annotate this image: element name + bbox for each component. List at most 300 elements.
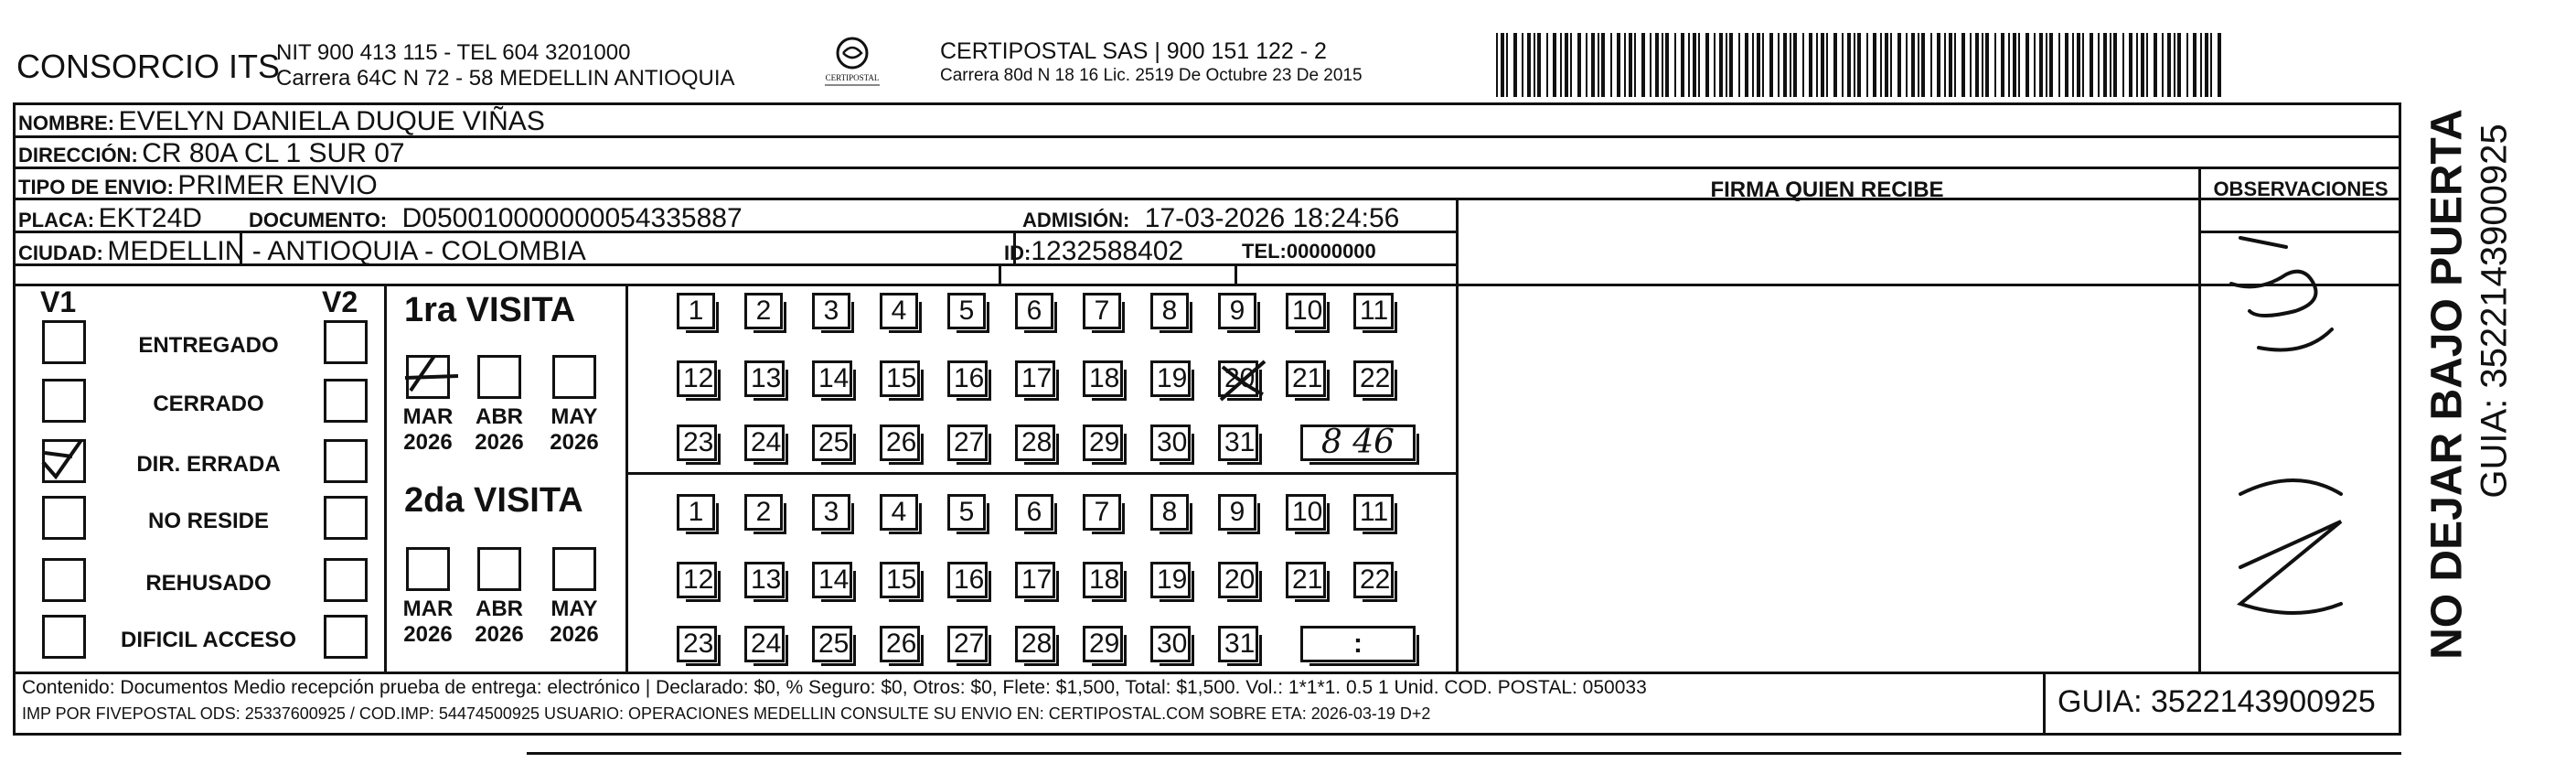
day-number: 17 — [1021, 363, 1053, 393]
carrier-line1: CERTIPOSTAL SAS | 900 151 122 - 2 — [940, 38, 1327, 64]
barcode-bar — [1847, 33, 1851, 97]
day-number: 21 — [1292, 564, 1323, 595]
day-box[interactable] — [947, 494, 986, 531]
city-value: MEDELLIN - ANTIOQUIA - COLOMBIA — [107, 236, 586, 266]
day-number: 16 — [954, 363, 985, 393]
day-box[interactable] — [947, 360, 988, 397]
barcode-bar — [2193, 33, 2197, 97]
address-row — [18, 138, 405, 169]
day-number: 29 — [1089, 427, 1120, 457]
day-number: 10 — [1292, 296, 1323, 326]
day-box[interactable] — [880, 424, 920, 461]
barcode-bar — [2210, 33, 2212, 97]
id-label: ID: — [1004, 242, 1031, 264]
day-number: 15 — [886, 363, 917, 393]
handwritten-observation — [2204, 220, 2387, 640]
day-number: 26 — [886, 629, 917, 659]
barcode-bar — [1783, 33, 1787, 97]
barcode-bar — [2129, 33, 2132, 97]
barcode-bar — [1629, 33, 1632, 97]
day-box[interactable] — [1286, 360, 1326, 397]
day-box[interactable] — [677, 424, 717, 461]
barcode-bar — [1937, 33, 1940, 97]
day-box[interactable] — [1150, 424, 1191, 461]
v2-checkbox[interactable] — [324, 615, 368, 659]
v1-checkbox[interactable] — [42, 558, 86, 602]
barcode-bar — [1714, 33, 1716, 97]
day-box[interactable] — [880, 494, 918, 531]
day-number: 27 — [954, 629, 985, 659]
barcode-bar — [1496, 33, 1498, 97]
barcode-bar — [1757, 33, 1760, 97]
barcode-bar — [1982, 33, 1983, 97]
id-value: 1232588402 — [1031, 236, 1184, 266]
day-number: 18 — [1089, 564, 1120, 595]
day-box[interactable] — [947, 293, 986, 329]
year-label: 2026 — [475, 622, 524, 647]
admission-row — [1022, 203, 1399, 234]
barcode-bar — [2046, 33, 2047, 97]
day-box[interactable] — [744, 562, 785, 598]
barcode-bar — [1655, 33, 1659, 97]
barcode-bar — [2122, 33, 2124, 97]
barcode-bar — [1842, 33, 1844, 97]
v1-header: V1 — [40, 285, 77, 318]
day-box[interactable] — [744, 494, 783, 531]
month-label: ABR — [476, 596, 523, 621]
time-box[interactable] — [1300, 424, 1416, 461]
barcode-bar — [1506, 33, 1508, 97]
barcode-bar — [1674, 33, 1676, 97]
barcode-bar — [1553, 33, 1556, 97]
barcode-bar — [1641, 33, 1645, 97]
city-label: CIUDAD: — [18, 242, 103, 264]
name-label: NOMBRE: — [18, 112, 115, 134]
barcode-bar — [2154, 33, 2157, 97]
day-box[interactable] — [880, 626, 920, 662]
day-box[interactable] — [1083, 494, 1121, 531]
barcode-bar — [1738, 33, 1740, 97]
barcode-bar — [1522, 33, 1523, 97]
day-box[interactable] — [1015, 293, 1053, 329]
tel-row — [1242, 240, 1376, 263]
barcode-bar — [1906, 33, 1908, 97]
month-label: MAY — [550, 404, 598, 429]
barcode-bar — [2026, 33, 2029, 97]
signature-header: FIRMA QUIEN RECIBE — [1710, 177, 1944, 202]
day-box[interactable] — [1286, 562, 1326, 598]
day-box[interactable] — [812, 494, 850, 531]
barcode-bar — [1885, 33, 1888, 97]
day-number: 8 — [1161, 296, 1178, 326]
v2-header: V2 — [322, 285, 358, 318]
time-box[interactable] — [1300, 626, 1416, 662]
day-number: 5 — [958, 497, 975, 527]
barcode-bar — [2141, 33, 2144, 97]
barcode-bar — [2186, 33, 2188, 97]
barcode-bar — [1693, 33, 1696, 97]
barcode-bar — [1634, 33, 1636, 97]
city-row — [18, 236, 586, 267]
day-number: 9 — [1229, 296, 1245, 326]
day-box[interactable] — [1083, 293, 1121, 329]
day-number: 27 — [954, 427, 985, 457]
day-box[interactable] — [812, 626, 852, 662]
barcode-bar — [2001, 33, 2004, 97]
day-box[interactable] — [1150, 562, 1191, 598]
day-number: 17 — [1021, 564, 1053, 595]
day-box[interactable] — [880, 360, 920, 397]
barcode-bar — [1816, 33, 1818, 97]
document-value: D050010000000054335887 — [401, 203, 743, 233]
barcode-bar — [1565, 33, 1568, 97]
barcode-bar — [1918, 33, 1919, 97]
day-crossed-mark — [1217, 358, 1268, 403]
barcode-bar — [2013, 33, 2016, 97]
visit1-title: 1ra VISITA — [404, 291, 576, 329]
month-checkbox[interactable] — [552, 547, 596, 591]
day-number: 1 — [688, 497, 704, 527]
signature-area[interactable] — [1459, 199, 2197, 670]
day-number: 22 — [1360, 564, 1391, 595]
status-label: ENTREGADO — [138, 333, 279, 358]
v1-checkbox[interactable] — [42, 496, 86, 540]
month-checkbox[interactable] — [477, 547, 521, 591]
day-box[interactable] — [744, 424, 785, 461]
barcode-bar — [1985, 33, 1989, 97]
barcode-bar — [1598, 33, 1599, 97]
svg-text:CERTIPOSTAL: CERTIPOSTAL — [825, 73, 880, 82]
barcode-bar — [1961, 33, 1965, 97]
day-box[interactable] — [1286, 494, 1326, 531]
barcode — [1496, 33, 2226, 97]
barcode-bar — [2090, 33, 2093, 97]
barcode-bar — [1719, 33, 1723, 97]
day-box[interactable] — [812, 424, 852, 461]
month-label: ABR — [476, 404, 523, 429]
day-number: 6 — [1026, 296, 1042, 326]
v2-checkbox[interactable] — [324, 439, 368, 483]
barcode-bar — [1586, 33, 1587, 97]
barcode-bar — [1726, 33, 1727, 97]
day-number: 22 — [1360, 363, 1391, 393]
barcode-bar — [2146, 33, 2148, 97]
recipient-name: EVELYN DANIELA DUQUE VIÑAS — [118, 106, 545, 136]
barcode-bar — [1650, 33, 1651, 97]
day-box[interactable] — [1218, 293, 1256, 329]
footer-print-info: IMP POR FIVEPOSTAL ODS: 25337600925 / COD.IMP: 54474500925 USUARIO: OPERACIONES MEDELLIN CONSULTE SU ENVIO EN: CERTIPOSTAL.COM SOBRE ETA: 2026-03-19 D+2 — [22, 704, 1431, 723]
day-number: 31 — [1224, 427, 1256, 457]
barcode-bar — [2177, 33, 2181, 97]
day-number: 19 — [1157, 363, 1188, 393]
plate-row — [18, 203, 202, 234]
barcode-bar — [1857, 33, 1861, 97]
status-label: DIFICIL ACCESO — [120, 628, 296, 652]
day-number: 6 — [1026, 497, 1042, 527]
v1-checkbox[interactable] — [42, 379, 86, 423]
barcode-bar — [1873, 33, 1876, 97]
day-box[interactable] — [1015, 424, 1055, 461]
barcode-bar — [1729, 33, 1733, 97]
day-box[interactable] — [1150, 360, 1191, 397]
barcode-bar — [1821, 33, 1824, 97]
day-box[interactable] — [744, 626, 785, 662]
barcode-bar — [1591, 33, 1595, 97]
day-box[interactable] — [947, 562, 988, 598]
day-number: 2 — [755, 497, 772, 527]
barcode-bar — [1665, 33, 1669, 97]
carrier-line2: Carrera 80d N 18 16 Lic. 2519 De Octubre 23 De 2015 — [940, 66, 1363, 85]
day-number: 11 — [1360, 296, 1389, 326]
year-label: 2026 — [403, 430, 453, 455]
day-number: 12 — [683, 363, 714, 393]
barcode-bar — [1954, 33, 1956, 97]
day-number: 25 — [818, 427, 850, 457]
company-line2: Carrera 64C N 72 - 58 MEDELLIN ANTIOQUIA — [276, 66, 735, 91]
barcode-bar — [2018, 33, 2020, 97]
day-number: 31 — [1224, 629, 1256, 659]
barcode-bar — [1802, 33, 1804, 97]
side-guia: GUIA: 3522143900925 — [2474, 124, 2515, 499]
day-number: 14 — [818, 363, 850, 393]
barcode-bar — [1577, 33, 1581, 97]
day-box[interactable] — [677, 293, 715, 329]
barcode-bar — [1688, 33, 1690, 97]
barcode-bar — [2200, 33, 2202, 97]
day-box[interactable] — [1015, 626, 1055, 662]
barcode-bar — [1560, 33, 1562, 97]
status-label: NO RESIDE — [147, 509, 270, 533]
year-label: 2026 — [550, 622, 599, 647]
barcode-bar — [1809, 33, 1812, 97]
address-label: DIRECCIÓN: — [18, 144, 138, 167]
day-number: 18 — [1089, 363, 1120, 393]
barcode-bar — [1752, 33, 1754, 97]
barcode-bar — [2205, 33, 2208, 97]
v1-checkbox[interactable] — [42, 320, 86, 364]
barcode-bar — [1769, 33, 1773, 97]
day-number: 3 — [823, 296, 839, 326]
day-number: 7 — [1094, 296, 1110, 326]
year-label: 2026 — [475, 430, 524, 455]
day-number: 1 — [688, 296, 704, 326]
day-number: 8 — [1161, 497, 1178, 527]
barcode-bar — [2174, 33, 2175, 97]
status-label: DIR. ERRADA — [136, 452, 281, 477]
day-number: 4 — [891, 497, 907, 527]
day-number: 13 — [751, 564, 782, 595]
v2-checkbox[interactable] — [324, 320, 368, 364]
v2-checkbox[interactable] — [324, 558, 368, 602]
barcode-bar — [1949, 33, 1952, 97]
day-box[interactable] — [1218, 424, 1258, 461]
month-label: MAR — [402, 404, 454, 429]
day-number: 29 — [1089, 629, 1120, 659]
barcode-bar — [1866, 33, 1868, 97]
barcode-bar — [1610, 33, 1612, 97]
barcode-bar — [1944, 33, 1946, 97]
day-number: 5 — [958, 296, 975, 326]
time-placeholder: : — [1353, 629, 1363, 659]
day-box[interactable] — [1083, 562, 1123, 598]
barcode-bar — [2058, 33, 2060, 97]
day-box[interactable] — [812, 293, 850, 329]
day-number: 24 — [751, 629, 782, 659]
day-box[interactable] — [1286, 293, 1326, 329]
day-number: 3 — [823, 497, 839, 527]
day-box[interactable] — [1015, 562, 1055, 598]
day-box[interactable] — [1015, 360, 1055, 397]
day-box[interactable] — [1218, 562, 1258, 598]
barcode-bar — [1617, 33, 1620, 97]
barcode-bar — [1705, 33, 1709, 97]
time-handwritten: 8 46 — [1320, 424, 1395, 461]
month-checkbox[interactable] — [406, 355, 450, 399]
day-box[interactable] — [1353, 562, 1394, 598]
barcode-bar — [1778, 33, 1780, 97]
day-box[interactable] — [1353, 360, 1394, 397]
id-row — [1004, 236, 1183, 267]
v1-checkbox[interactable] — [42, 439, 86, 483]
barcode-bar — [1921, 33, 1925, 97]
day-box[interactable] — [1218, 360, 1258, 397]
day-number: 15 — [886, 564, 917, 595]
tel-value: 00000000 — [1286, 240, 1376, 263]
month-checkbox[interactable] — [552, 355, 596, 399]
day-box[interactable] — [947, 626, 988, 662]
footer-content: Contenido: Documentos Medio recepción prueba de entrega: electrónico | Declarado: $0, % Seguro: $0, Otros: $0, Flete: $1,500, Total: $1,500. Vol.: 1*1*1. 0.5 1 Unid. COD. POSTAL: 050033 — [22, 677, 1647, 698]
day-number: 30 — [1157, 629, 1188, 659]
day-box[interactable] — [677, 494, 715, 531]
day-box[interactable] — [1150, 293, 1189, 329]
day-number: 20 — [1224, 564, 1256, 595]
day-number: 9 — [1229, 497, 1245, 527]
side-warning: NO DEJAR BAJO PUERTA — [2422, 109, 2472, 660]
month-checkbox[interactable] — [406, 547, 450, 591]
barcode-bar — [2136, 33, 2138, 97]
day-box[interactable] — [1218, 494, 1256, 531]
document-label: DOCUMENTO: — [249, 209, 388, 231]
day-number: 23 — [683, 427, 714, 457]
barcode-bar — [2103, 33, 2107, 97]
barcode-bar — [1570, 33, 1572, 97]
day-number: 7 — [1094, 497, 1110, 527]
barcode-bar — [1911, 33, 1915, 97]
observations-header: OBSERVACIONES — [2213, 177, 2389, 200]
day-number: 28 — [1021, 427, 1053, 457]
day-number: 21 — [1292, 363, 1323, 393]
day-box[interactable] — [880, 293, 918, 329]
day-box[interactable] — [744, 293, 783, 329]
barcode-bar — [1762, 33, 1764, 97]
day-number: 25 — [818, 629, 850, 659]
barcode-bar — [1975, 33, 1979, 97]
tel-label: TEL: — [1242, 240, 1287, 263]
barcode-bar — [2082, 33, 2084, 97]
ship-type-label: TIPO DE ENVIO: — [18, 176, 174, 199]
plate-value: EKT24D — [98, 203, 202, 233]
day-number: 16 — [954, 564, 985, 595]
status-label: REHUSADO — [145, 571, 272, 596]
day-number: 12 — [683, 564, 714, 595]
day-number: 13 — [751, 363, 782, 393]
day-box[interactable] — [1083, 626, 1123, 662]
day-box[interactable] — [744, 360, 785, 397]
ship-type-row — [18, 170, 378, 201]
year-label: 2026 — [403, 622, 453, 647]
barcode-bar — [1930, 33, 1932, 97]
day-box[interactable] — [1353, 494, 1394, 531]
v1-checkbox[interactable] — [42, 615, 86, 659]
day-number: 30 — [1157, 427, 1188, 457]
barcode-bar — [1880, 33, 1882, 97]
day-box[interactable] — [812, 562, 852, 598]
barcode-bar — [2098, 33, 2100, 97]
day-number: 28 — [1021, 629, 1053, 659]
day-box[interactable] — [812, 360, 852, 397]
barcode-bar — [1527, 33, 1531, 97]
day-number: 14 — [818, 564, 850, 595]
barcode-bar — [2113, 33, 2117, 97]
barcode-bar — [2218, 33, 2221, 97]
year-label: 2026 — [550, 430, 599, 455]
v2-checkbox[interactable] — [324, 496, 368, 540]
v2-checkbox[interactable] — [324, 379, 368, 423]
barcode-bar — [1534, 33, 1535, 97]
document-row — [249, 203, 743, 234]
day-box[interactable] — [1353, 293, 1394, 329]
recipient-address: CR 80A CL 1 SUR 07 — [142, 138, 405, 168]
day-box[interactable] — [880, 562, 920, 598]
visit2-title: 2da VISITA — [404, 481, 583, 520]
barcode-bar — [2034, 33, 2036, 97]
day-box[interactable] — [1083, 360, 1123, 397]
admission-value: 17-03-2026 18:24:56 — [1144, 203, 1400, 233]
barcode-bar — [2039, 33, 2043, 97]
barcode-bar — [1897, 33, 1901, 97]
barcode-bar — [1890, 33, 1892, 97]
day-box[interactable] — [1150, 626, 1191, 662]
barcode-bar — [2072, 33, 2074, 97]
barcode-bar — [2162, 33, 2164, 97]
barcode-bar — [1698, 33, 1700, 97]
status-label: CERRADO — [153, 392, 264, 416]
barcode-bar — [1970, 33, 1972, 97]
barcode-bar — [1601, 33, 1605, 97]
day-box[interactable] — [1015, 494, 1053, 531]
barcode-bar — [2065, 33, 2068, 97]
day-number: 10 — [1292, 497, 1323, 527]
month-label: MAR — [402, 596, 454, 621]
company-line1: NIT 900 413 115 - TEL 604 3201000 — [276, 40, 631, 65]
day-box[interactable] — [677, 360, 717, 397]
barcode-bar — [1745, 33, 1748, 97]
day-number: 23 — [683, 629, 714, 659]
day-number: 11 — [1360, 497, 1389, 527]
barcode-bar — [1790, 33, 1791, 97]
month-checkbox[interactable] — [477, 355, 521, 399]
day-box[interactable] — [677, 562, 717, 598]
day-box[interactable] — [947, 424, 988, 461]
day-box[interactable] — [1150, 494, 1189, 531]
day-box[interactable] — [1083, 424, 1123, 461]
day-box[interactable] — [1218, 626, 1258, 662]
day-number: 4 — [891, 296, 907, 326]
barcode-bar — [2008, 33, 2010, 97]
barcode-bar — [1537, 33, 1541, 97]
day-box[interactable] — [677, 626, 717, 662]
admission-label: ADMISIÓN: — [1022, 209, 1130, 231]
